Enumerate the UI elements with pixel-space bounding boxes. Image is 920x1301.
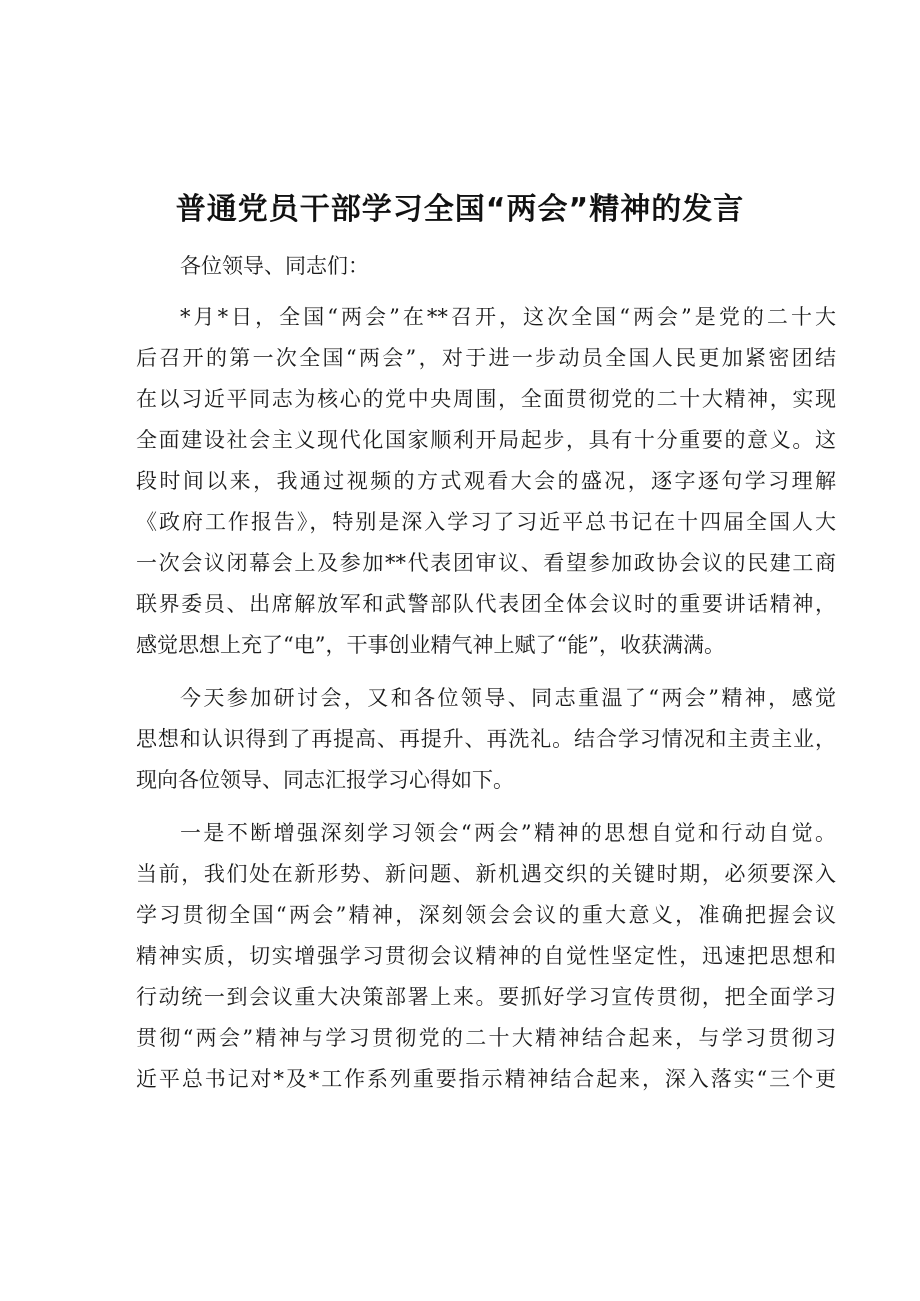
paragraph-line: 当前，我们处在新形势、新问题、新机遇交织的关键时期，必须要深入 (136, 862, 836, 886)
paragraph-line: 今天参加研讨会，又和各位领导、同志重温了“两会”精神，感觉 (180, 686, 836, 710)
paragraph-line: 在以习近平同志为核心的党中央周围，全面贯彻党的二十大精神，实现 (136, 387, 836, 411)
paragraph-line: 学习贯彻全国“两会”精神，深刻领会会议的重大意义，准确把握会议 (136, 903, 836, 927)
paragraph-line: 贯彻“两会”精神与学习贯彻党的二十大精神结合起来，与学习贯彻习 (136, 1026, 836, 1050)
document-title: 普通党员干部学习全国“两会”精神的发言 (175, 192, 745, 227)
salutation: 各位领导、同志们： (180, 254, 369, 278)
paragraph-line: 后召开的第一次全国“两会”，对于进一步动员全国人民更加紧密团结 (136, 346, 836, 370)
paragraph-line: 现向各位领导、同志汇报学习心得如下。 (136, 768, 514, 792)
paragraph-line: 精神实质，切实增强学习贯彻会议精神的自觉性坚定性，迅速把思想和 (136, 944, 836, 968)
paragraph-line: 近平总书记对*及*工作系列重要指示精神结合起来，深入落实“三个更 (136, 1067, 836, 1091)
paragraph-line: 《政府工作报告》，特别是深入学习了习近平总书记在十四届全国人大 (136, 510, 836, 534)
paragraph-line: 段时间以来，我通过视频的方式观看大会的盛况，逐字逐句学习理解 (136, 469, 836, 493)
paragraph-line: 行动统一到会议重大决策部署上来。要抓好学习宣传贯彻，把全面学习 (136, 985, 836, 1009)
paragraph-line: *月*日，全国“两会”在**召开，这次全国“两会”是党的二十大 (180, 305, 836, 329)
paragraph-line: 思想和认识得到了再提高、再提升、再洗礼。结合学习情况和主责主业， (136, 727, 836, 751)
paragraph-line: 一次会议闭幕会上及参加**代表团审议、看望参加政协会议的民建工商 (136, 551, 836, 575)
paragraph-line: 全面建设社会主义现代化国家顺利开局起步，具有十分重要的意义。这 (136, 428, 836, 452)
paragraph-line: 联界委员、出席解放军和武警部队代表团全体会议时的重要讲话精神， (136, 592, 836, 616)
paragraph-line: 一是不断增强深刻学习领会“两会”精神的思想自觉和行动自觉。 (180, 821, 836, 845)
paragraph-line: 感觉思想上充了“电”，干事创业精气神上赋了“能”，收获满满。 (136, 633, 725, 657)
